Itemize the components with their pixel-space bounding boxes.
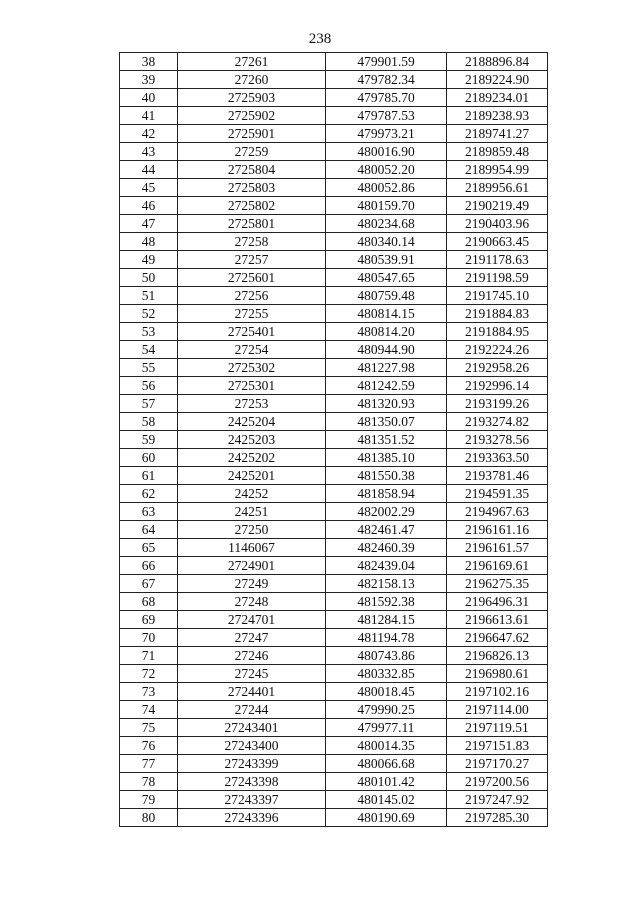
y-coordinate-cell: 2189956.61 [447, 179, 548, 197]
row-index-cell: 45 [120, 179, 178, 197]
table-row [120, 323, 548, 341]
point-id-cell: 27259 [178, 143, 326, 161]
x-coordinate-cell: 479785.70 [326, 89, 447, 107]
x-coordinate-cell: 482461.47 [326, 521, 447, 539]
table-row [120, 431, 548, 449]
point-id-cell: 2724901 [178, 557, 326, 575]
coordinates-table [119, 52, 548, 827]
point-id-cell: 2724401 [178, 683, 326, 701]
point-id-cell: 2725903 [178, 89, 326, 107]
row-index-cell: 73 [120, 683, 178, 701]
point-id-cell: 27247 [178, 629, 326, 647]
point-id-cell: 2425202 [178, 449, 326, 467]
row-index-cell: 41 [120, 107, 178, 125]
point-id-cell: 27256 [178, 287, 326, 305]
table-row [120, 305, 548, 323]
y-coordinate-cell: 2193274.82 [447, 413, 548, 431]
row-index-cell: 80 [120, 809, 178, 827]
point-id-cell: 2724701 [178, 611, 326, 629]
x-coordinate-cell: 479977.11 [326, 719, 447, 737]
x-coordinate-cell: 480547.65 [326, 269, 447, 287]
x-coordinate-cell: 480016.90 [326, 143, 447, 161]
y-coordinate-cell: 2196161.16 [447, 521, 548, 539]
point-id-cell: 27249 [178, 575, 326, 593]
y-coordinate-cell: 2193199.26 [447, 395, 548, 413]
table-row [120, 791, 548, 809]
point-id-cell: 2725301 [178, 377, 326, 395]
row-index-cell: 59 [120, 431, 178, 449]
row-index-cell: 63 [120, 503, 178, 521]
x-coordinate-cell: 481242.59 [326, 377, 447, 395]
row-index-cell: 70 [120, 629, 178, 647]
table-body [120, 53, 548, 827]
table-row [120, 467, 548, 485]
y-coordinate-cell: 2193278.56 [447, 431, 548, 449]
table-row [120, 251, 548, 269]
y-coordinate-cell: 2196826.13 [447, 647, 548, 665]
x-coordinate-cell: 480052.86 [326, 179, 447, 197]
y-coordinate-cell: 2197102.16 [447, 683, 548, 701]
x-coordinate-cell: 479787.53 [326, 107, 447, 125]
table-row [120, 215, 548, 233]
y-coordinate-cell: 2197151.83 [447, 737, 548, 755]
table-row [120, 71, 548, 89]
x-coordinate-cell: 481385.10 [326, 449, 447, 467]
row-index-cell: 60 [120, 449, 178, 467]
table-row [120, 413, 548, 431]
table-row [120, 233, 548, 251]
x-coordinate-cell: 480234.68 [326, 215, 447, 233]
row-index-cell: 40 [120, 89, 178, 107]
y-coordinate-cell: 2189224.90 [447, 71, 548, 89]
x-coordinate-cell: 480340.14 [326, 233, 447, 251]
table-row [120, 341, 548, 359]
y-coordinate-cell: 2194967.63 [447, 503, 548, 521]
x-coordinate-cell: 479782.34 [326, 71, 447, 89]
x-coordinate-cell: 481194.78 [326, 629, 447, 647]
row-index-cell: 68 [120, 593, 178, 611]
x-coordinate-cell: 480814.20 [326, 323, 447, 341]
y-coordinate-cell: 2191884.83 [447, 305, 548, 323]
point-id-cell: 2725901 [178, 125, 326, 143]
table-row [120, 377, 548, 395]
y-coordinate-cell: 2193363.50 [447, 449, 548, 467]
y-coordinate-cell: 2196980.61 [447, 665, 548, 683]
point-id-cell: 27257 [178, 251, 326, 269]
point-id-cell: 2725802 [178, 197, 326, 215]
point-id-cell: 27261 [178, 53, 326, 71]
point-id-cell: 27245 [178, 665, 326, 683]
table-row [120, 179, 548, 197]
point-id-cell: 2725401 [178, 323, 326, 341]
table-row [120, 755, 548, 773]
x-coordinate-cell: 480101.42 [326, 773, 447, 791]
point-id-cell: 27254 [178, 341, 326, 359]
point-id-cell: 2725302 [178, 359, 326, 377]
row-index-cell: 47 [120, 215, 178, 233]
table-row [120, 629, 548, 647]
table-row [120, 269, 548, 287]
x-coordinate-cell: 480014.35 [326, 737, 447, 755]
point-id-cell: 1146067 [178, 539, 326, 557]
row-index-cell: 72 [120, 665, 178, 683]
point-id-cell: 27250 [178, 521, 326, 539]
y-coordinate-cell: 2197200.56 [447, 773, 548, 791]
point-id-cell: 2425201 [178, 467, 326, 485]
y-coordinate-cell: 2196275.35 [447, 575, 548, 593]
row-index-cell: 58 [120, 413, 178, 431]
y-coordinate-cell: 2194591.35 [447, 485, 548, 503]
row-index-cell: 69 [120, 611, 178, 629]
row-index-cell: 43 [120, 143, 178, 161]
y-coordinate-cell: 2189238.93 [447, 107, 548, 125]
y-coordinate-cell: 2189859.48 [447, 143, 548, 161]
row-index-cell: 66 [120, 557, 178, 575]
row-index-cell: 64 [120, 521, 178, 539]
y-coordinate-cell: 2197170.27 [447, 755, 548, 773]
point-id-cell: 27244 [178, 701, 326, 719]
x-coordinate-cell: 481351.52 [326, 431, 447, 449]
y-coordinate-cell: 2196169.61 [447, 557, 548, 575]
point-id-cell: 2725804 [178, 161, 326, 179]
point-id-cell: 2425204 [178, 413, 326, 431]
row-index-cell: 42 [120, 125, 178, 143]
x-coordinate-cell: 479973.21 [326, 125, 447, 143]
point-id-cell: 2725803 [178, 179, 326, 197]
row-index-cell: 44 [120, 161, 178, 179]
page-number: 238 [308, 31, 332, 47]
x-coordinate-cell: 482460.39 [326, 539, 447, 557]
x-coordinate-cell: 480066.68 [326, 755, 447, 773]
row-index-cell: 78 [120, 773, 178, 791]
row-index-cell: 46 [120, 197, 178, 215]
point-id-cell: 27253 [178, 395, 326, 413]
row-index-cell: 51 [120, 287, 178, 305]
x-coordinate-cell: 480332.85 [326, 665, 447, 683]
x-coordinate-cell: 481284.15 [326, 611, 447, 629]
row-index-cell: 55 [120, 359, 178, 377]
table-row [120, 521, 548, 539]
y-coordinate-cell: 2192996.14 [447, 377, 548, 395]
table-row [120, 89, 548, 107]
x-coordinate-cell: 480018.45 [326, 683, 447, 701]
x-coordinate-cell: 480190.69 [326, 809, 447, 827]
table-row [120, 395, 548, 413]
row-index-cell: 52 [120, 305, 178, 323]
x-coordinate-cell: 480759.48 [326, 287, 447, 305]
y-coordinate-cell: 2190219.49 [447, 197, 548, 215]
row-index-cell: 56 [120, 377, 178, 395]
y-coordinate-cell: 2196161.57 [447, 539, 548, 557]
x-coordinate-cell: 480814.15 [326, 305, 447, 323]
y-coordinate-cell: 2196496.31 [447, 593, 548, 611]
row-index-cell: 62 [120, 485, 178, 503]
x-coordinate-cell: 479990.25 [326, 701, 447, 719]
table-row [120, 557, 548, 575]
table-row [120, 485, 548, 503]
x-coordinate-cell: 481550.38 [326, 467, 447, 485]
x-coordinate-cell: 480539.91 [326, 251, 447, 269]
table-row [120, 503, 548, 521]
row-index-cell: 50 [120, 269, 178, 287]
row-index-cell: 65 [120, 539, 178, 557]
row-index-cell: 71 [120, 647, 178, 665]
table-row [120, 737, 548, 755]
point-id-cell: 27243398 [178, 773, 326, 791]
row-index-cell: 39 [120, 71, 178, 89]
table-row [120, 449, 548, 467]
row-index-cell: 48 [120, 233, 178, 251]
row-index-cell: 75 [120, 719, 178, 737]
point-id-cell: 24252 [178, 485, 326, 503]
table-row [120, 575, 548, 593]
x-coordinate-cell: 481592.38 [326, 593, 447, 611]
row-index-cell: 67 [120, 575, 178, 593]
point-id-cell: 27243396 [178, 809, 326, 827]
point-id-cell: 27246 [178, 647, 326, 665]
y-coordinate-cell: 2192958.26 [447, 359, 548, 377]
table-row [120, 611, 548, 629]
row-index-cell: 61 [120, 467, 178, 485]
table-row [120, 809, 548, 827]
y-coordinate-cell: 2197285.30 [447, 809, 548, 827]
point-id-cell: 27243399 [178, 755, 326, 773]
table-row [120, 197, 548, 215]
y-coordinate-cell: 2192224.26 [447, 341, 548, 359]
point-id-cell: 2725601 [178, 269, 326, 287]
y-coordinate-cell: 2191198.59 [447, 269, 548, 287]
x-coordinate-cell: 480052.20 [326, 161, 447, 179]
y-coordinate-cell: 2197247.92 [447, 791, 548, 809]
point-id-cell: 27258 [178, 233, 326, 251]
point-id-cell: 27243397 [178, 791, 326, 809]
point-id-cell: 27248 [178, 593, 326, 611]
row-index-cell: 57 [120, 395, 178, 413]
point-id-cell: 27260 [178, 71, 326, 89]
y-coordinate-cell: 2191178.63 [447, 251, 548, 269]
x-coordinate-cell: 480944.90 [326, 341, 447, 359]
x-coordinate-cell: 481350.07 [326, 413, 447, 431]
x-coordinate-cell: 480145.02 [326, 791, 447, 809]
x-coordinate-cell: 481858.94 [326, 485, 447, 503]
table-row [120, 719, 548, 737]
point-id-cell: 2425203 [178, 431, 326, 449]
table-row [120, 773, 548, 791]
y-coordinate-cell: 2197114.00 [447, 701, 548, 719]
table-row [120, 539, 548, 557]
y-coordinate-cell: 2196613.61 [447, 611, 548, 629]
row-index-cell: 77 [120, 755, 178, 773]
y-coordinate-cell: 2196647.62 [447, 629, 548, 647]
table-row [120, 701, 548, 719]
y-coordinate-cell: 2193781.46 [447, 467, 548, 485]
x-coordinate-cell: 482439.04 [326, 557, 447, 575]
row-index-cell: 49 [120, 251, 178, 269]
point-id-cell: 24251 [178, 503, 326, 521]
y-coordinate-cell: 2197119.51 [447, 719, 548, 737]
x-coordinate-cell: 479901.59 [326, 53, 447, 71]
x-coordinate-cell: 480159.70 [326, 197, 447, 215]
y-coordinate-cell: 2191884.95 [447, 323, 548, 341]
x-coordinate-cell: 482002.29 [326, 503, 447, 521]
x-coordinate-cell: 481227.98 [326, 359, 447, 377]
y-coordinate-cell: 2189234.01 [447, 89, 548, 107]
row-index-cell: 74 [120, 701, 178, 719]
table-row [120, 593, 548, 611]
y-coordinate-cell: 2190663.45 [447, 233, 548, 251]
y-coordinate-cell: 2188896.84 [447, 53, 548, 71]
point-id-cell: 2725902 [178, 107, 326, 125]
row-index-cell: 38 [120, 53, 178, 71]
row-index-cell: 79 [120, 791, 178, 809]
table-row [120, 683, 548, 701]
y-coordinate-cell: 2189741.27 [447, 125, 548, 143]
point-id-cell: 27255 [178, 305, 326, 323]
table-row [120, 665, 548, 683]
row-index-cell: 54 [120, 341, 178, 359]
table-row [120, 107, 548, 125]
table-row [120, 359, 548, 377]
table-row [120, 161, 548, 179]
x-coordinate-cell: 480743.86 [326, 647, 447, 665]
y-coordinate-cell: 2189954.99 [447, 161, 548, 179]
table-row [120, 125, 548, 143]
y-coordinate-cell: 2191745.10 [447, 287, 548, 305]
table-row [120, 143, 548, 161]
x-coordinate-cell: 482158.13 [326, 575, 447, 593]
point-id-cell: 27243401 [178, 719, 326, 737]
y-coordinate-cell: 2190403.96 [447, 215, 548, 233]
row-index-cell: 53 [120, 323, 178, 341]
point-id-cell: 27243400 [178, 737, 326, 755]
table-row [120, 647, 548, 665]
row-index-cell: 76 [120, 737, 178, 755]
point-id-cell: 2725801 [178, 215, 326, 233]
table-row [120, 53, 548, 71]
table-row [120, 287, 548, 305]
x-coordinate-cell: 481320.93 [326, 395, 447, 413]
